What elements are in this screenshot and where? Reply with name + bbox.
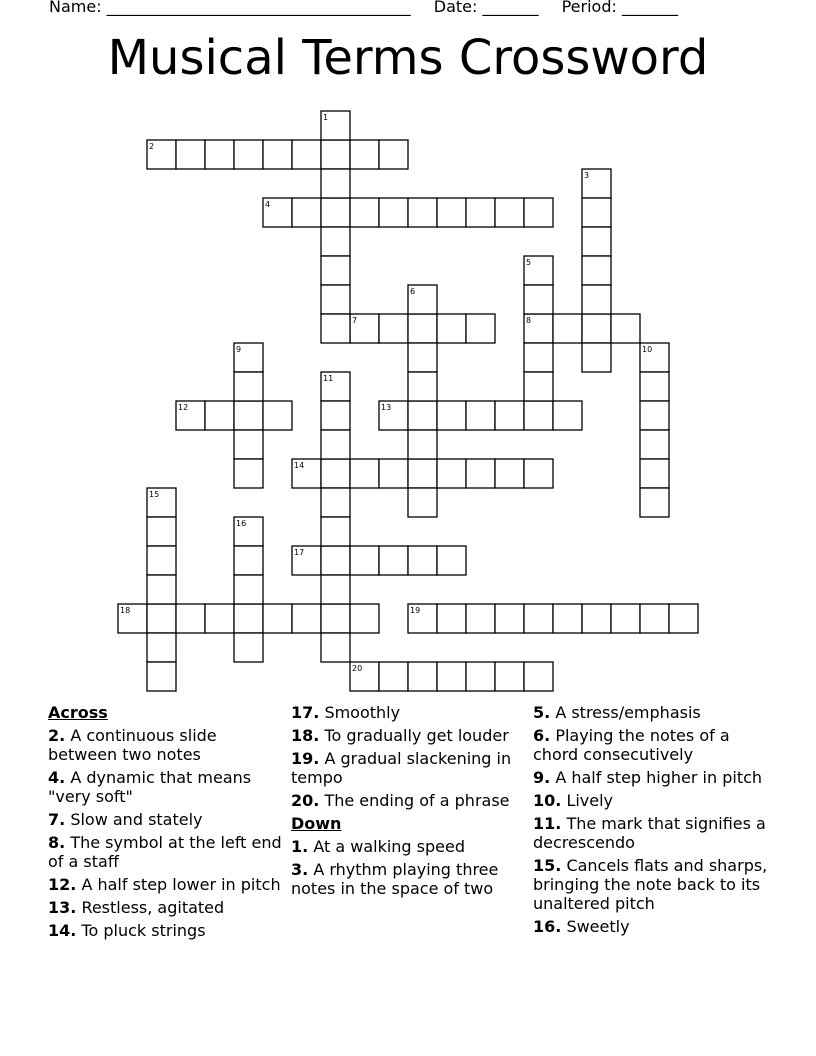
grid-cell[interactable] — [495, 604, 524, 633]
clue-across-18: 18. To gradually get louder — [291, 726, 509, 745]
grid-cell[interactable] — [379, 198, 408, 227]
grid-cell[interactable] — [350, 198, 379, 227]
clue-across-4: 4. A dynamic that means "very soft" — [48, 768, 252, 806]
grid-cell[interactable] — [321, 401, 350, 430]
grid-cell[interactable] — [350, 459, 379, 488]
cell-number: 11 — [323, 374, 334, 383]
grid-cell[interactable] — [321, 633, 350, 662]
grid-cell[interactable] — [466, 314, 495, 343]
clue-column-2 — [291, 703, 526, 902]
cell-number: 17 — [294, 548, 305, 557]
grid-cell[interactable] — [582, 343, 611, 372]
clue-down-1: 1. At a walking speed — [291, 837, 465, 856]
grid-cell[interactable] — [350, 604, 379, 633]
grid-cell[interactable] — [524, 372, 553, 401]
grid-cell[interactable] — [379, 662, 408, 691]
clue-down-11: 11. The mark that signifies a decrescendo — [533, 814, 766, 852]
grid-cell[interactable] — [524, 459, 553, 488]
grid-cell[interactable] — [176, 140, 205, 169]
grid-cell[interactable] — [147, 604, 176, 633]
grid-cell[interactable] — [437, 546, 466, 575]
grid-cell[interactable] — [263, 140, 292, 169]
grid-cell[interactable] — [640, 372, 669, 401]
grid-cell[interactable] — [582, 285, 611, 314]
clue-across-20: 20. The ending of a phrase — [291, 791, 510, 810]
grid-cell[interactable] — [408, 459, 437, 488]
cell-number: 15 — [149, 490, 160, 499]
grid-cell[interactable] — [321, 140, 350, 169]
grid-cell[interactable] — [350, 140, 379, 169]
cell-number: 5 — [526, 258, 532, 267]
grid-cell[interactable] — [524, 285, 553, 314]
date-field: Date: _______ — [433, 0, 539, 16]
grid-cell[interactable] — [234, 372, 263, 401]
grid-cell[interactable] — [408, 430, 437, 459]
grid-cell[interactable] — [321, 488, 350, 517]
across-heading: Across — [48, 703, 108, 722]
grid-cell[interactable] — [524, 662, 553, 691]
grid-cell[interactable] — [437, 662, 466, 691]
grid-cell[interactable] — [582, 227, 611, 256]
grid-cell[interactable] — [437, 401, 466, 430]
grid-cell[interactable] — [640, 430, 669, 459]
grid-cell[interactable] — [408, 314, 437, 343]
grid-cell[interactable] — [147, 575, 176, 604]
clue-column-1 — [48, 703, 283, 944]
grid-cell[interactable] — [408, 343, 437, 372]
grid-cell[interactable] — [524, 401, 553, 430]
grid-cell[interactable] — [205, 401, 234, 430]
grid-cell[interactable] — [466, 459, 495, 488]
grid-cell[interactable] — [466, 662, 495, 691]
clue-across-7: 7. Slow and stately — [48, 810, 203, 829]
grid-cell[interactable] — [234, 140, 263, 169]
clue-across-13: 13. Restless, agitated — [48, 898, 225, 917]
grid-cell[interactable] — [234, 633, 263, 662]
grid-cell[interactable] — [234, 430, 263, 459]
clue-across-17: 17. Smoothly — [291, 703, 401, 722]
clue-down-16: 16. Sweetly — [533, 917, 630, 936]
grid-cell[interactable] — [408, 372, 437, 401]
grid-cell[interactable] — [234, 546, 263, 575]
clue-down-10: 10. Lively — [533, 791, 614, 810]
cell-number: 1 — [323, 113, 329, 122]
clue-down-3: 3. A rhythm playing three notes in the space of two — [291, 860, 499, 898]
grid-cell[interactable] — [466, 401, 495, 430]
cell-number: 10 — [642, 345, 653, 354]
cell-number: 3 — [584, 171, 590, 180]
grid-cell[interactable] — [147, 633, 176, 662]
grid-cell[interactable] — [321, 575, 350, 604]
grid-cell[interactable] — [408, 198, 437, 227]
grid-cell[interactable] — [582, 198, 611, 227]
grid-cell[interactable] — [205, 604, 234, 633]
grid-cell[interactable] — [176, 604, 205, 633]
grid-cell[interactable] — [408, 401, 437, 430]
grid-cell[interactable] — [437, 459, 466, 488]
grid-cell[interactable] — [466, 198, 495, 227]
grid-cell[interactable] — [350, 546, 379, 575]
grid-cell[interactable] — [582, 314, 611, 343]
grid-cell[interactable] — [321, 604, 350, 633]
grid-cell[interactable] — [524, 198, 553, 227]
grid-cell[interactable] — [292, 140, 321, 169]
grid-cell[interactable] — [408, 488, 437, 517]
clue-across-2: 2. A continuous slide between two notes — [48, 726, 217, 764]
cell-number: 6 — [410, 287, 416, 296]
grid-cell[interactable] — [147, 546, 176, 575]
cell-number: 20 — [352, 664, 363, 673]
cell-number: 4 — [265, 200, 271, 209]
grid-cell[interactable] — [553, 604, 582, 633]
grid-cell[interactable] — [292, 198, 321, 227]
grid-cell[interactable] — [379, 459, 408, 488]
grid-cell[interactable] — [292, 604, 321, 633]
grid-cell[interactable] — [553, 401, 582, 430]
grid-cell[interactable] — [321, 459, 350, 488]
clue-down-5: 5. A stress/emphasis — [533, 703, 701, 722]
cell-number: 13 — [381, 403, 392, 412]
grid-cell[interactable] — [234, 459, 263, 488]
cell-number: 18 — [120, 606, 131, 615]
grid-cell[interactable] — [437, 314, 466, 343]
cell-number: 8 — [526, 316, 532, 325]
grid-cell[interactable] — [321, 227, 350, 256]
grid-cell[interactable] — [408, 546, 437, 575]
grid-cell[interactable] — [408, 662, 437, 691]
clue-column-3 — [533, 703, 773, 940]
grid-cell[interactable] — [640, 488, 669, 517]
grid-cell[interactable] — [321, 430, 350, 459]
grid-cell[interactable] — [263, 604, 292, 633]
grid-cell[interactable] — [321, 198, 350, 227]
grid-cell[interactable] — [640, 604, 669, 633]
name-field: Name: ______________________________________ — [49, 0, 411, 16]
grid-cell[interactable] — [379, 314, 408, 343]
grid-cell[interactable] — [379, 546, 408, 575]
clue-across-8: 8. The symbol at the left end of a staff — [48, 833, 282, 871]
grid-cell[interactable] — [495, 662, 524, 691]
grid-cell[interactable] — [437, 604, 466, 633]
grid-cell[interactable] — [321, 169, 350, 198]
grid-cell[interactable] — [524, 604, 553, 633]
grid-cell[interactable] — [321, 256, 350, 285]
grid-cell[interactable] — [611, 604, 640, 633]
grid-cell[interactable] — [321, 546, 350, 575]
grid-cell[interactable] — [524, 343, 553, 372]
grid-cell[interactable] — [379, 140, 408, 169]
clue-down-6: 6. Playing the notes of a chord consecutively — [533, 726, 730, 764]
grid-cell[interactable] — [495, 401, 524, 430]
cell-number: 12 — [178, 403, 189, 412]
grid-cell[interactable] — [234, 401, 263, 430]
grid-cell[interactable] — [640, 459, 669, 488]
clue-across-19: 19. A gradual slackening in tempo — [291, 749, 512, 787]
grid-cell[interactable] — [466, 604, 495, 633]
grid-cell[interactable] — [437, 198, 466, 227]
cell-number: 9 — [236, 345, 242, 354]
down-heading: Down — [291, 814, 342, 833]
grid-cell[interactable] — [582, 256, 611, 285]
grid-cell[interactable] — [321, 285, 350, 314]
cell-number: 16 — [236, 519, 247, 528]
grid-cell[interactable] — [582, 604, 611, 633]
clue-across-12: 12. A half step lower in pitch — [48, 875, 281, 894]
grid-cell[interactable] — [553, 314, 582, 343]
grid-cell[interactable] — [669, 604, 698, 633]
grid-cell[interactable] — [495, 459, 524, 488]
clue-down-9: 9. A half step higher in pitch — [533, 768, 763, 787]
cell-number: 7 — [352, 316, 358, 325]
grid-cell[interactable] — [495, 198, 524, 227]
grid-cell[interactable] — [640, 401, 669, 430]
grid-cell[interactable] — [321, 314, 350, 343]
cell-number: 2 — [149, 142, 155, 151]
clue-down-15: 15. Cancels flats and sharps, bringing the note back to its unaltered pitch — [533, 856, 768, 913]
grid-cell[interactable] — [147, 517, 176, 546]
grid-cell[interactable] — [263, 401, 292, 430]
grid-cell[interactable] — [234, 575, 263, 604]
grid-cell[interactable] — [321, 517, 350, 546]
grid-cell[interactable] — [611, 314, 640, 343]
page-title: Musical Terms Crossword — [107, 30, 709, 86]
grid-cell[interactable] — [234, 604, 263, 633]
grid-cell[interactable] — [147, 662, 176, 691]
period-field: Period: _______ — [561, 0, 678, 16]
cell-number: 14 — [294, 461, 305, 470]
cell-number: 19 — [410, 606, 421, 615]
grid-cell[interactable] — [205, 140, 234, 169]
clue-across-14: 14. To pluck strings — [48, 921, 206, 940]
